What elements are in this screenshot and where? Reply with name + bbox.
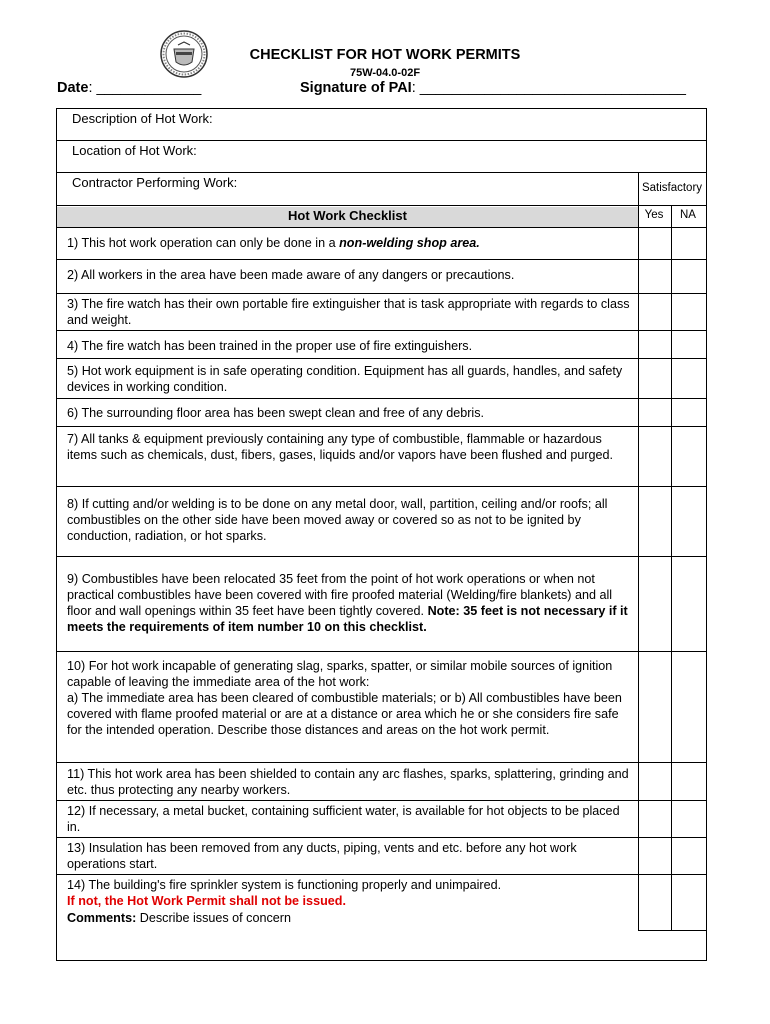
yes-checkbox[interactable]: [639, 260, 671, 293]
checklist-item-11: 11) This hot work area has been shielded to contain any arc flashes, sparks, splattering, grinding and etc. thus protecting any nearby workers.: [67, 767, 629, 797]
item-9-text: 9) Combustibles have been relocated 35 feet from the point of hot work operations or when not practical combustibles have been covered with fire proofed material (Welding/fire blankets) and all floor and wall openings within 35 feet have been tightly covered.: [67, 572, 613, 618]
item-9-note: Note: 35 feet is not necessary if it meets the requirements of item number 10 on this checklist.: [67, 604, 628, 634]
checklist-item-14: 14) The building's fire sprinkler system is functioning properly and unimpaired.: [67, 878, 502, 892]
checklist-item-3: 3) The fire watch has their own portable fire extinguisher that is task appropriate with regards to class and weight.: [67, 297, 630, 327]
yes-checkbox[interactable]: [639, 875, 671, 930]
checklist-item-8: 8) If cutting and/or welding is to be done on any metal door, wall, partition, ceiling and/or roofs; all combustibles on the other side have been moved away or covered so as not to be ignited by conduction, radiation, or hot sparks.: [67, 497, 608, 543]
signature-field[interactable]: [300, 80, 686, 96]
yes-checkbox[interactable]: [639, 294, 671, 330]
na-checkbox[interactable]: [672, 427, 706, 486]
na-checkbox[interactable]: [672, 557, 706, 651]
yes-checkbox[interactable]: [639, 557, 671, 651]
divider: [56, 205, 707, 206]
row-divider: [56, 556, 707, 557]
row-divider: [56, 486, 707, 487]
yes-checkbox[interactable]: [639, 763, 671, 800]
row-divider: [56, 358, 707, 359]
contractor-label: Contractor Performing Work:: [72, 175, 238, 190]
checklist-item-7: 7) All tanks & equipment previously containing any type of combustible, flammable or hazardous items such as chemicals, dust, fibers, gases, liquids and/or vapors have been flushed and purged.: [67, 432, 614, 462]
yes-checkbox[interactable]: [639, 801, 671, 837]
na-checkbox[interactable]: [672, 875, 706, 930]
yes-checkbox[interactable]: [639, 487, 671, 556]
divider: [56, 140, 707, 141]
na-checkbox[interactable]: [672, 294, 706, 330]
row-divider: [56, 330, 707, 331]
checklist-item-10: [67, 658, 635, 738]
na-checkbox[interactable]: [672, 652, 706, 762]
item-10-text: 10) For hot work incapable of generating slag, sparks, spatter, or similar mobile sources of ignition capable of leaving the immediate area of the hot work:: [67, 659, 613, 689]
checklist-item-12: 12) If necessary, a metal bucket, containing sufficient water, is available for hot objects to be placed in.: [67, 804, 620, 834]
row-divider: [56, 398, 707, 399]
row-divider: [56, 874, 707, 875]
na-checkbox[interactable]: [672, 331, 706, 358]
form-number: 75W-04.0-02F: [349, 67, 421, 79]
row-divider: [56, 651, 707, 652]
na-checkbox[interactable]: [672, 228, 706, 259]
row-divider: [56, 293, 707, 294]
na-checkbox[interactable]: [672, 487, 706, 556]
na-checkbox[interactable]: [672, 399, 706, 426]
signature-blank[interactable]: : _________________________________: [411, 80, 686, 96]
row-divider: [56, 837, 707, 838]
checklist-item-9: [67, 571, 635, 635]
checklist-item-4: 4) The fire watch has been trained in the proper use of fire extinguishers.: [67, 339, 473, 353]
na-checkbox[interactable]: [672, 260, 706, 293]
yes-checkbox[interactable]: [639, 838, 671, 874]
checklist-item-13: 13) Insulation has been removed from any ducts, piping, vents and etc. before any hot work operations start.: [67, 841, 577, 871]
yes-checkbox[interactable]: [639, 228, 671, 259]
location-label: Location of Hot Work:: [72, 143, 197, 158]
checklist-item-5: 5) Hot work equipment is in safe operating condition. Equipment has all guards, handles, and safety devices in working condition.: [67, 364, 623, 394]
na-checkbox[interactable]: [672, 359, 706, 398]
divider: [56, 172, 707, 173]
row-divider: [56, 259, 707, 260]
yes-checkbox[interactable]: [639, 331, 671, 358]
comments-hint: Describe issues of concern: [139, 911, 291, 925]
item-1-text: 1) This hot work operation can only be done in a: [67, 236, 340, 250]
yes-column-header: Yes: [644, 209, 664, 221]
date-field[interactable]: [57, 80, 201, 96]
satisfactory-label: Satisfactory: [641, 182, 703, 194]
comments-label: Comments:: [67, 911, 137, 925]
comments-field[interactable]: [67, 910, 635, 926]
divider: [56, 227, 707, 228]
checklist-item-2: 2) All workers in the area have been made aware of any dangers or precautions.: [67, 268, 515, 282]
date-label: Date: [57, 80, 89, 96]
item-1-emphasis: non-welding shop area.: [339, 236, 480, 250]
yes-checkbox[interactable]: [639, 359, 671, 398]
yes-checkbox[interactable]: [639, 427, 671, 486]
row-divider: [638, 930, 707, 931]
na-checkbox[interactable]: [672, 763, 706, 800]
yes-checkbox[interactable]: [639, 399, 671, 426]
row-divider: [56, 426, 707, 427]
warning-text: If not, the Hot Work Permit shall not be issued.: [67, 894, 346, 908]
date-blank[interactable]: : _____________: [88, 80, 202, 96]
checklist-heading: Hot Work Checklist: [57, 207, 638, 227]
na-column-header: NA: [680, 209, 696, 221]
yes-checkbox[interactable]: [639, 652, 671, 762]
checklist-item-6: 6) The surrounding floor area has been swept clean and free of any debris.: [67, 406, 485, 420]
na-checkbox[interactable]: [672, 838, 706, 874]
form-title: CHECKLIST FOR HOT WORK PERMITS: [249, 47, 521, 63]
description-label: Description of Hot Work:: [72, 111, 213, 126]
signature-label: Signature of PAI: [300, 80, 412, 96]
item-10-subtext: a) The immediate area has been cleared of combustible materials; or b) All combustibles have been covered with flame proofed material or are at a distance or area which he or she considers fire safe for the intended operation. Describe those distances and areas on the hot work permit.: [67, 691, 622, 737]
checklist-item-1: [67, 235, 635, 251]
row-divider: [56, 762, 707, 763]
na-checkbox[interactable]: [672, 801, 706, 837]
row-divider: [56, 800, 707, 801]
